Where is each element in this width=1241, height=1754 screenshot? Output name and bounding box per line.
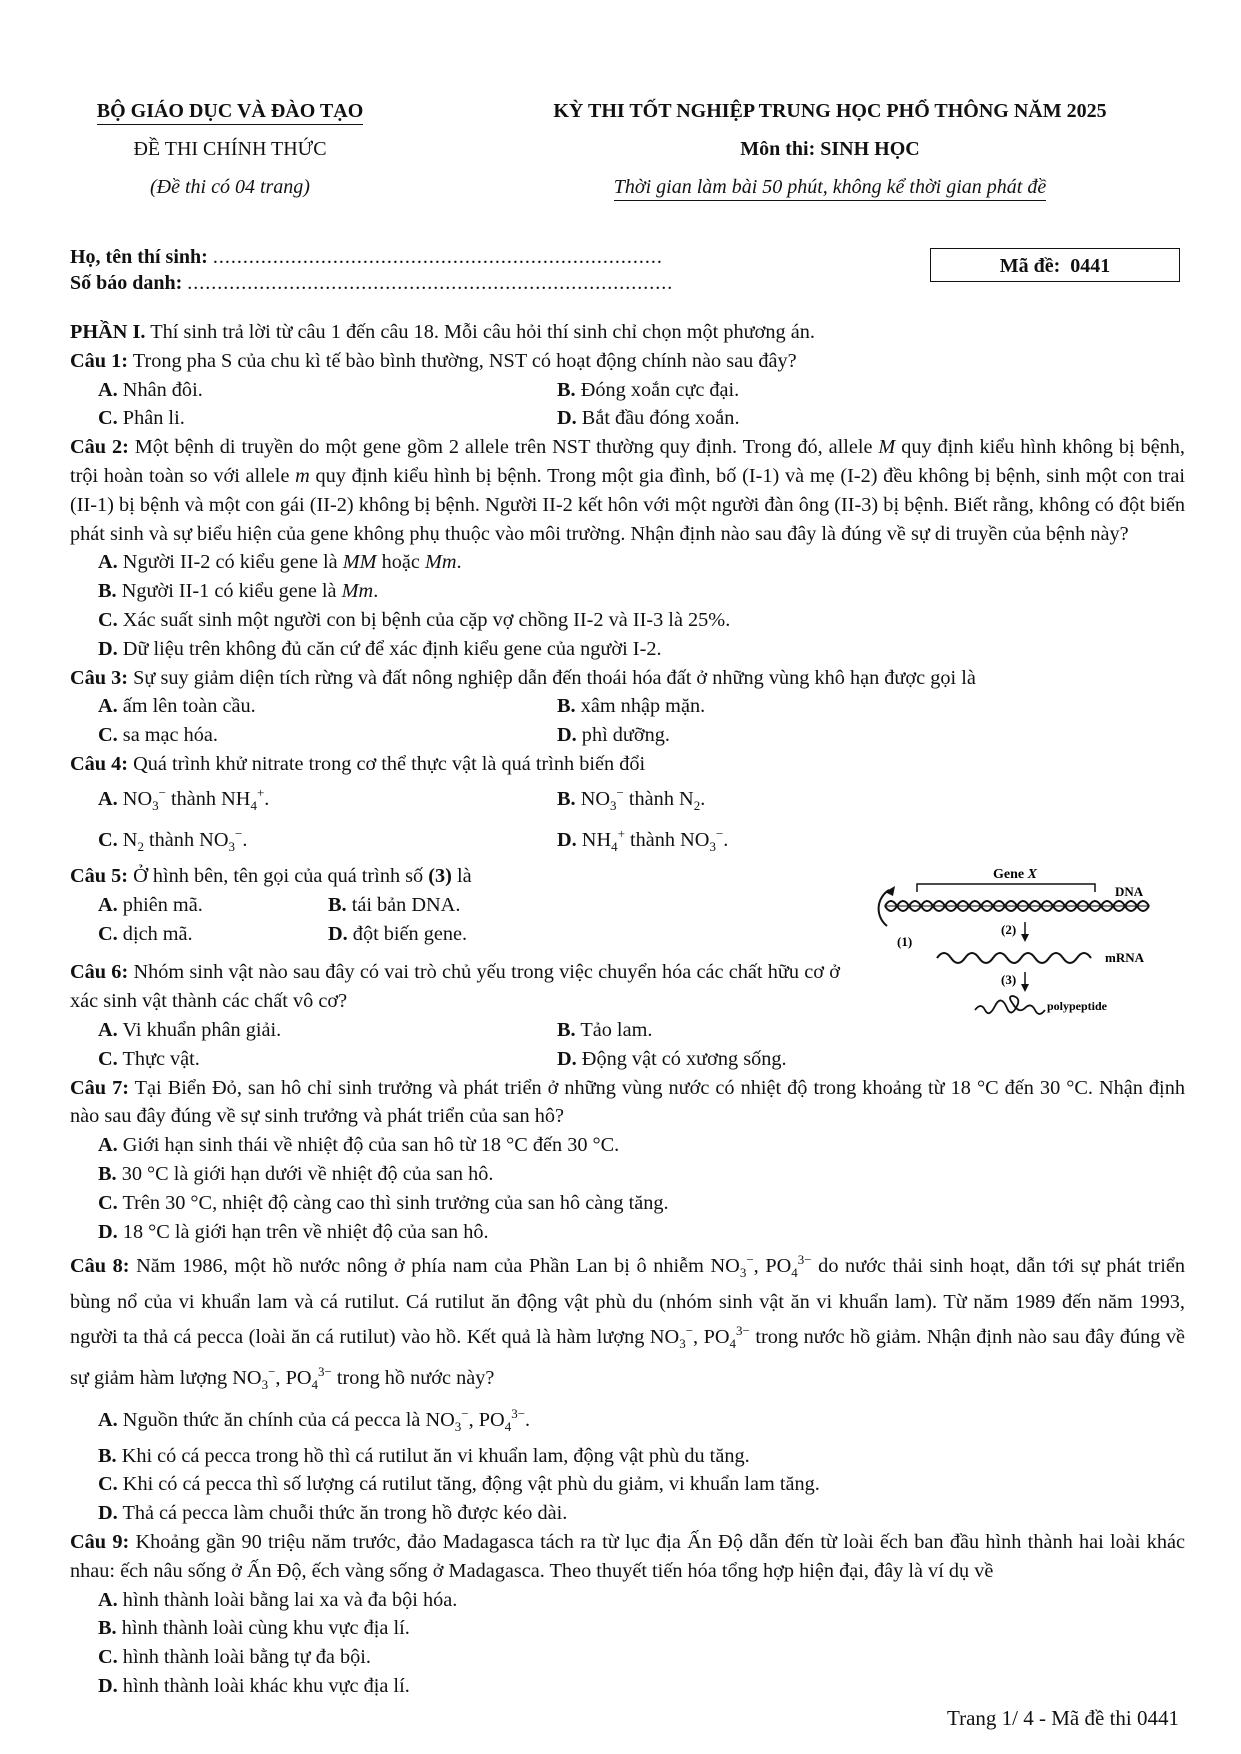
q5-option-b: tái bản DNA. — [351, 893, 461, 916]
option-label: D. — [98, 1502, 118, 1525]
exam-title: KỲ THI TỐT NGHIỆP TRUNG HỌC PHỔ THÔNG NĂM 2025 — [553, 100, 1107, 122]
header-left — [70, 92, 390, 206]
name-label: Họ, tên thí sinh: — [70, 246, 208, 268]
q9-option-d — [98, 1672, 1185, 1701]
gene-expression-figure — [840, 862, 1185, 1016]
q5-text-1: Ở hình bên, tên gọi của quá trình số — [133, 864, 429, 887]
q3-option-c: sa mạc hóa. — [122, 724, 218, 747]
option-label: A. — [98, 1408, 118, 1431]
q5-stem — [70, 862, 840, 891]
q2-text-3: quy định kiểu hình bị bệnh. Trong một gia đình, bố (I-1) và mẹ (I-2) đều không bị bệnh, sinh một con trai (II-1) bị bệnh và một con gái (II-2) không bị bệnh. Người II-2 kết hôn với một người đàn ông (II-3) bị bệnh. Biết rằng, không có đột biến phát sinh và sự biểu hiện của gene không phụ thuộc vào môi trường. Nhận định nào sau đây là đúng về sự di truyền của bệnh này? — [70, 464, 1186, 545]
option-label: C. — [98, 922, 118, 945]
q2-a-text: Người II-2 có kiểu gene là — [122, 551, 343, 574]
q2-label: Câu 2: — [70, 436, 129, 459]
q9-option-b — [98, 1614, 1185, 1643]
q2-a-genotype-1: MM — [342, 551, 377, 574]
q8-label: Câu 8: — [70, 1255, 130, 1278]
q9-option-a — [98, 1586, 1185, 1615]
q2-c-text: Xác suất sinh một người con bị bệnh của cặp vợ chồng II-2 và II-3 là 25%. — [122, 608, 731, 631]
option-label: D. — [557, 724, 577, 747]
option-label: A. — [98, 1134, 118, 1157]
option-label: D. — [557, 407, 577, 430]
option-label: A. — [98, 787, 118, 810]
q2-text-2: quy định kiểu hình không bị bệnh, trội hoàn toàn so với allele — [70, 436, 1185, 487]
option-label: B. — [328, 893, 347, 916]
mrna-label: mRNA — [1105, 949, 1144, 965]
q2-option-c — [98, 606, 1185, 635]
q3-stem — [70, 664, 1185, 693]
q7-option-d — [98, 1218, 1185, 1247]
q7-a-text: Giới hạn sinh thái về nhiệt độ của san hô từ 18 °C đến 30 °C. — [122, 1134, 620, 1157]
q7-d-text: 18 °C là giới hạn trên về nhiệt độ của san hô. — [122, 1220, 489, 1243]
q4-text: Quá trình khử nitrate trong cơ thể thực vật là quá trình biến đổi — [133, 752, 646, 775]
official-label: ĐỀ THI CHÍNH THỨC — [133, 138, 327, 160]
q2-stem — [70, 433, 1185, 548]
option-label: A. — [98, 1588, 118, 1611]
q8-text-4: trong hồ nước này? — [331, 1367, 495, 1390]
gene-bracket — [917, 884, 1095, 892]
id-label: Số báo danh: — [70, 272, 183, 294]
q8-option-d — [98, 1499, 1185, 1528]
q8-d-text: Thả cá pecca làm chuỗi thức ăn trong hồ được kéo dài. — [122, 1502, 568, 1525]
q8-option-c — [98, 1470, 1185, 1499]
polypeptide-label: polypeptide — [1047, 998, 1108, 1013]
q5-options-cd — [70, 920, 840, 949]
option-label: B. — [98, 580, 117, 603]
q5-options-ab — [70, 891, 840, 920]
q2-allele-m: m — [295, 464, 310, 487]
q8-formula-2: $NO_3^-$, $PO_4^{3-}$ — [649, 1322, 750, 1351]
q8-b-text: Khi có cá pecca trong hồ thì cá rutilut ăn vi khuẩn lam, động vật phù du tăng. — [121, 1444, 750, 1467]
process-2-label: (2) — [1001, 921, 1017, 937]
q7-label: Câu 7: — [70, 1076, 129, 1099]
option-label: C. — [98, 1191, 118, 1214]
q4-option-c: $N_2$ thành $NO_3^-$. — [122, 826, 248, 855]
code-value: 0441 — [1070, 255, 1111, 277]
q7-option-a — [98, 1131, 1185, 1160]
option-label: A. — [98, 893, 118, 916]
process-3-label: (3) — [1001, 971, 1017, 987]
option-label: D. — [98, 1674, 118, 1697]
q2-allele-M: M — [878, 436, 896, 459]
q5-q6-text — [70, 862, 840, 1016]
q3-text: Sự suy giảm diện tích rừng và đất nông nghiệp dẫn đến thoái hóa đất ở những vùng khô hạn được gọi là — [133, 666, 976, 689]
option-label: D. — [328, 922, 348, 945]
q7-option-c — [98, 1189, 1185, 1218]
q9-text: Khoảng gần 90 triệu năm trước, đảo Madagasca tách ra từ lục địa Ấn Độ dẫn đến từ loài ếch ban đầu hình thành hai loài khác nhau: ếch nâu sống ở Ấn Độ, ếch vàng sống ở Madagasca. Theo thuyết tiến hóa tổng hợp hiện đại, đây là ví dụ về — [70, 1530, 1185, 1582]
pages-note: (Đề thi có 04 trang) — [150, 176, 310, 198]
header-right — [480, 92, 1180, 206]
q1-option-a: Nhân đôi. — [122, 378, 203, 401]
mrna-strand — [937, 953, 1091, 963]
option-label: B. — [557, 1018, 576, 1041]
option-label: B. — [98, 1162, 117, 1185]
q1-options-ab — [70, 376, 1185, 405]
q3-options-ab — [70, 692, 1185, 721]
q8-text-1: Năm 1986, một hồ nước nông ở phía nam của Phần Lan bị ô nhiễm — [136, 1255, 711, 1278]
q7-c-text: Trên 30 °C, nhiệt độ càng cao thì sinh trưởng của san hô càng tăng. — [122, 1191, 669, 1214]
q9-b-text: hình thành loài cùng khu vực địa lí. — [121, 1617, 410, 1640]
option-label: C. — [98, 1473, 118, 1496]
q4-options-ab — [70, 779, 1185, 821]
q6-option-d: Động vật có xương sống. — [581, 1047, 787, 1070]
q4-stem — [70, 750, 1185, 779]
q7-text: Tại Biển Đỏ, san hô chỉ sinh trưởng và phát triển ở những vùng nước có nhiệt độ trong khoảng từ 18 °C đến 30 °C. Nhận định nào sau đây đúng về sự sinh trưởng và phát triển của san hô? — [70, 1076, 1185, 1128]
q6-label: Câu 6: — [70, 961, 129, 984]
process-1-label: (1) — [897, 933, 913, 949]
q9-a-text: hình thành loài bằng lai xa và đa bội hóa. — [122, 1588, 458, 1611]
process-2-arrowhead — [1021, 934, 1029, 942]
q6-stem — [70, 958, 840, 1016]
q4-options-cd — [70, 820, 1185, 862]
q8-formula-3: $NO_3^-$, $PO_4^{3-}$ — [232, 1364, 332, 1393]
polypeptide-chain — [975, 996, 1045, 1014]
option-label: A. — [98, 695, 118, 718]
q1-label: Câu 1: — [70, 349, 129, 372]
option-label: D. — [557, 1047, 577, 1070]
subject: Môn thi: SINH HỌC — [740, 138, 920, 160]
q3-option-a: ấm lên toàn cầu. — [122, 695, 256, 718]
q1-option-c: Phân li. — [122, 407, 185, 430]
option-label: B. — [557, 695, 576, 718]
q8-text-3: trong nước hồ giảm. Nhận định nào sau đây đúng về sự giảm hàm lượng — [70, 1325, 1186, 1390]
option-label: A. — [98, 1018, 118, 1041]
q2-d-text: Dữ liệu trên không đủ căn cứ để xác định kiểu gene của người I-2. — [122, 637, 662, 660]
option-label: D. — [98, 1220, 118, 1243]
q1-text: Trong pha S của chu kì tế bào bình thường, NST có hoạt động chính nào sau đây? — [132, 349, 797, 372]
q2-option-d — [98, 635, 1185, 664]
part1-instruction: Thí sinh trả lời từ câu 1 đến câu 18. Mỗi câu hỏi thí sinh chỉ chọn một phương án. — [150, 321, 815, 343]
q8-formula-1: $NO_3^-$, $PO_4^{3-}$ — [710, 1252, 812, 1281]
q5-q6-block — [70, 862, 1185, 1016]
q5-num: (3) — [428, 864, 452, 887]
q5-option-c: dịch mã. — [122, 922, 193, 945]
q5-option-d: đột biến gene. — [352, 922, 468, 945]
q1-option-b: Đóng xoắn cực đại. — [580, 378, 740, 401]
dna-helix — [885, 901, 1149, 911]
q1-option-d: Bắt đầu đóng xoắn. — [581, 407, 740, 430]
gene-label: Gene X — [993, 866, 1037, 882]
exam-code-box — [930, 248, 1180, 282]
q8-text-2: do nước thải sinh hoạt, dẫn tới sự phát triển bùng nổ của vi khuẩn lam và cá rutilut. Cá rutilut ăn động vật phù du (nhóm sinh vật ăn vi khuẩn lam). Từ năm 1989 đến năm 1993, người ta thả cá pecca (loài ăn cá rutilut) vào hồ. Kết quả là hàm lượng — [70, 1255, 1185, 1348]
q8-c-text: Khi có cá pecca thì số lượng cá rutilut tăng, động vật phù du giảm, vi khuẩn lam tăng. — [122, 1473, 820, 1496]
q1-stem — [70, 347, 1185, 376]
q8-option-b — [98, 1442, 1185, 1471]
figure-svg — [825, 862, 1170, 1042]
option-label: C. — [98, 1047, 118, 1070]
q4-label: Câu 4: — [70, 752, 129, 775]
option-label: B. — [557, 378, 576, 401]
q5-text-2: là — [451, 864, 472, 887]
candidate-info — [70, 244, 673, 296]
q9-option-c — [98, 1643, 1185, 1672]
id-dots: ................................................................................. — [187, 272, 674, 294]
q8-stem — [70, 1246, 1185, 1400]
q3-option-d: phì dưỡng. — [581, 724, 670, 747]
q9-c-text: hình thành loài bằng tự đa bội. — [122, 1646, 371, 1669]
option-label: D. — [557, 829, 577, 852]
q9-label: Câu 9: — [70, 1530, 130, 1553]
q4-option-b: $NO_3^-$ thành $N_2$. — [580, 784, 706, 813]
q3-option-b: xâm nhập mặn. — [580, 695, 706, 718]
q2-text-1: Một bệnh di truyền do một gene gồm 2 allele trên NST thường quy định. Trong đó, allele — [134, 436, 879, 459]
dna-label: DNA — [1115, 883, 1144, 899]
q3-label: Câu 3: — [70, 666, 129, 689]
q3-options-cd — [70, 721, 1185, 750]
ministry: BỘ GIÁO DỤC VÀ ĐÀO TẠO — [97, 100, 364, 125]
q4-option-a: $NO_3^-$ thành $NH_4^+$. — [122, 784, 270, 813]
option-label: B. — [557, 787, 576, 810]
option-label: C. — [98, 724, 118, 747]
q8-a-text: Nguồn thức ăn chính của cá pecca là — [122, 1408, 426, 1431]
q1-options-cd — [70, 404, 1185, 433]
q8-option-a — [98, 1400, 1185, 1442]
q5-option-a: phiên mã. — [122, 893, 203, 916]
q7-b-text: 30 °C là giới hạn dưới về nhiệt độ của san hô. — [121, 1162, 494, 1185]
part1-title: PHẦN I. — [70, 321, 146, 343]
part1-heading — [70, 318, 1185, 347]
option-label: D. — [98, 637, 118, 660]
q2-option-a — [98, 548, 1185, 577]
option-label: C. — [98, 1646, 118, 1669]
q9-d-text: hình thành loài khác khu vực địa lí. — [122, 1674, 410, 1697]
q2-a-or: hoặc — [376, 551, 425, 574]
q7-stem — [70, 1074, 1185, 1132]
option-label: B. — [98, 1617, 117, 1640]
q2-b-end: . — [373, 580, 379, 603]
q7-option-b — [98, 1160, 1185, 1189]
code-label: Mã đề: — [999, 255, 1061, 277]
name-dots: ........................................................................... — [212, 246, 663, 268]
page-footer: Trang 1/ 4 - Mã đề thi 0441 — [947, 1706, 1179, 1730]
q2-a-end: . — [456, 551, 462, 574]
option-label: C. — [98, 608, 118, 631]
q8-a-end: . — [525, 1408, 531, 1431]
questions — [70, 318, 1185, 1701]
q6-option-b: Tảo lam. — [580, 1018, 653, 1041]
option-label: C. — [98, 407, 118, 430]
q2-b-genotype: Mm — [341, 580, 374, 603]
duration: Thời gian làm bài 50 phút, không kể thời gian phát đề — [614, 176, 1046, 201]
q2-a-genotype-2: Mm — [424, 551, 457, 574]
q2-option-b — [98, 577, 1185, 606]
option-label: B. — [98, 1444, 117, 1467]
process-3-arrowhead — [1021, 984, 1029, 992]
q2-b-text: Người II-1 có kiểu gene là — [121, 580, 342, 603]
q6-option-c: Thực vật. — [122, 1047, 200, 1070]
q6-options-cd — [70, 1045, 1185, 1074]
option-label: C. — [98, 829, 118, 852]
option-label: A. — [98, 551, 118, 574]
q5-label: Câu 5: — [70, 864, 129, 887]
q9-stem — [70, 1528, 1185, 1586]
q6-option-a: Vi khuẩn phân giải. — [122, 1018, 282, 1041]
q8-a-formula: $NO_3^-$, $PO_4^{3-}$ — [425, 1405, 526, 1434]
q6-text: Nhóm sinh vật nào sau đây có vai trò chủ yếu trong việc chuyển hóa các chất hữu cơ ở xác sinh vật thành các chất vô cơ? — [70, 961, 840, 1013]
option-label: A. — [98, 378, 118, 401]
q4-option-d: $NH_4^+$ thành $NO_3^-$. — [581, 826, 729, 855]
